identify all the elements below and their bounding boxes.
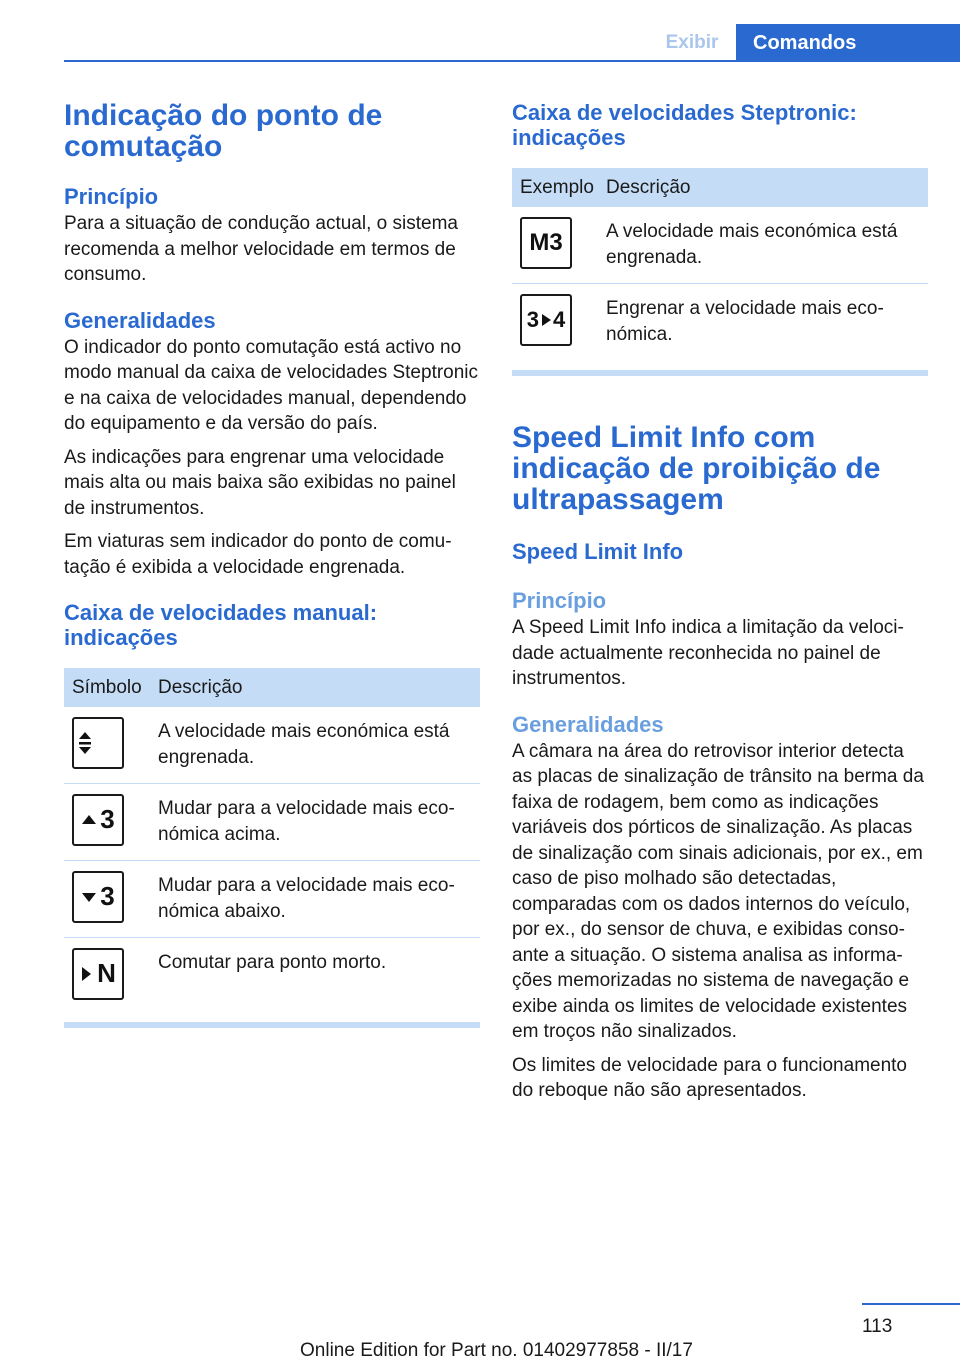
heading-principio: Princípio (512, 588, 607, 613)
col-header-descricao: Descrição (150, 668, 480, 707)
tab-comandos[interactable]: Comandos (736, 24, 960, 62)
shift-up-3-icon: 3 (72, 794, 124, 846)
heading-manual: Caixa de velocidades manual: indicações (64, 600, 378, 650)
table-row (64, 707, 480, 784)
generalidades-p2: As indicações para engrenar uma velocidade mais alta ou mais baixa são exibidas no painel de instrumentos. (64, 446, 456, 519)
principio-text: Para a situação de condução actual, o sistema recomenda a melhor velocidade em termos de consumo. (64, 213, 458, 285)
generalidades-p1: A câmara na área do retrovisor interior detecta as placas de sinalização de trânsito na berma da faixa de rodagem, bem como as indicações variáveis dos pórticos de sinalização. As placas de sinalização com sinais adicionais, por ex., em caso de piso molhado são detectadas, comparadas com os dados internos do veículo, por ex., do sensor de chuva, e exibidas consoante a situação. O sistema analisa as informações memorizadas no sistema de navegação e exibe ainda os limites de velocidade existentes em troços não sinalizados. (512, 740, 924, 1042)
left-column (64, 100, 480, 1028)
table-header-row (64, 668, 480, 707)
tab-exibir[interactable]: Exibir (665, 32, 719, 53)
shift-down-3-icon: 3 (72, 871, 124, 923)
generalidades-p2: Os limites de velocidade para o funcionamento do reboque não são apresentados. (512, 1054, 908, 1101)
table-row (64, 938, 480, 1015)
heading-principio: Princípio (64, 184, 159, 209)
steptronic-symbol-table (512, 168, 928, 360)
table-desc: A velocidade mais económica está engrenada. (150, 707, 480, 784)
col-header-simbolo: Símbolo (64, 668, 150, 707)
table-desc: A velocidade mais económica está engrenada. (598, 207, 928, 284)
shift-3-to-4-icon: 3 4 (520, 294, 572, 346)
heading-speed-limit-info: Speed Limit Info (512, 539, 684, 564)
table-desc: Mudar para a velocidade mais económica acima. (150, 784, 480, 861)
table-row (512, 284, 928, 361)
table-desc: Mudar para a velocidade mais económica abaixo. (150, 861, 480, 938)
neutral-n-icon: N (72, 948, 124, 1000)
generalidades-p1: O indicador do ponto comutação está activo no modo manual da caixa de velocidades Steptronic e na caixa de velocidades manual, dependendo do equipamento e da versão do país. (64, 336, 479, 434)
section-title-indicacao: Indicação do ponto de comutação (64, 99, 383, 163)
col-header-descricao: Descrição (598, 168, 928, 207)
table-row (64, 784, 480, 861)
table-header-row (512, 168, 928, 207)
table-row (512, 207, 928, 284)
heading-generalidades: Generalidades (64, 307, 216, 333)
table-end-rule (512, 370, 928, 376)
table-desc: Comutar para ponto morto. (158, 952, 387, 973)
m3-gear-icon: M3 (520, 217, 572, 269)
table-desc: Engrenar a velocidade mais económica. (606, 298, 884, 345)
table-end-rule (64, 1022, 480, 1028)
gear-optimal-icon (72, 717, 124, 769)
generalidades-p3: Em viaturas sem indicador do ponto de comutação é exibida a velocidade engrenada. (64, 531, 452, 578)
right-column (512, 100, 928, 1104)
footer-rule (862, 1303, 960, 1305)
edition-footer: Online Edition for Part no. 01402977858 - II/17 (300, 1340, 693, 1361)
principio-text: A Speed Limit Info indica a limitação da velocidade actualmente reconhecida no painel de instrumentos. (512, 617, 904, 689)
manual-symbol-table (64, 668, 480, 1014)
section-title-speed-limit: Speed Limit Info com indicação de proibição de ultrapassagem (512, 421, 881, 516)
table-row (64, 861, 480, 938)
heading-generalidades: Generalidades (512, 711, 664, 737)
col-header-exemplo: Exemplo (512, 168, 598, 207)
heading-steptronic: Caixa de velocidades Steptronic: indicações (512, 100, 857, 150)
page-number: 113 (862, 1316, 893, 1337)
